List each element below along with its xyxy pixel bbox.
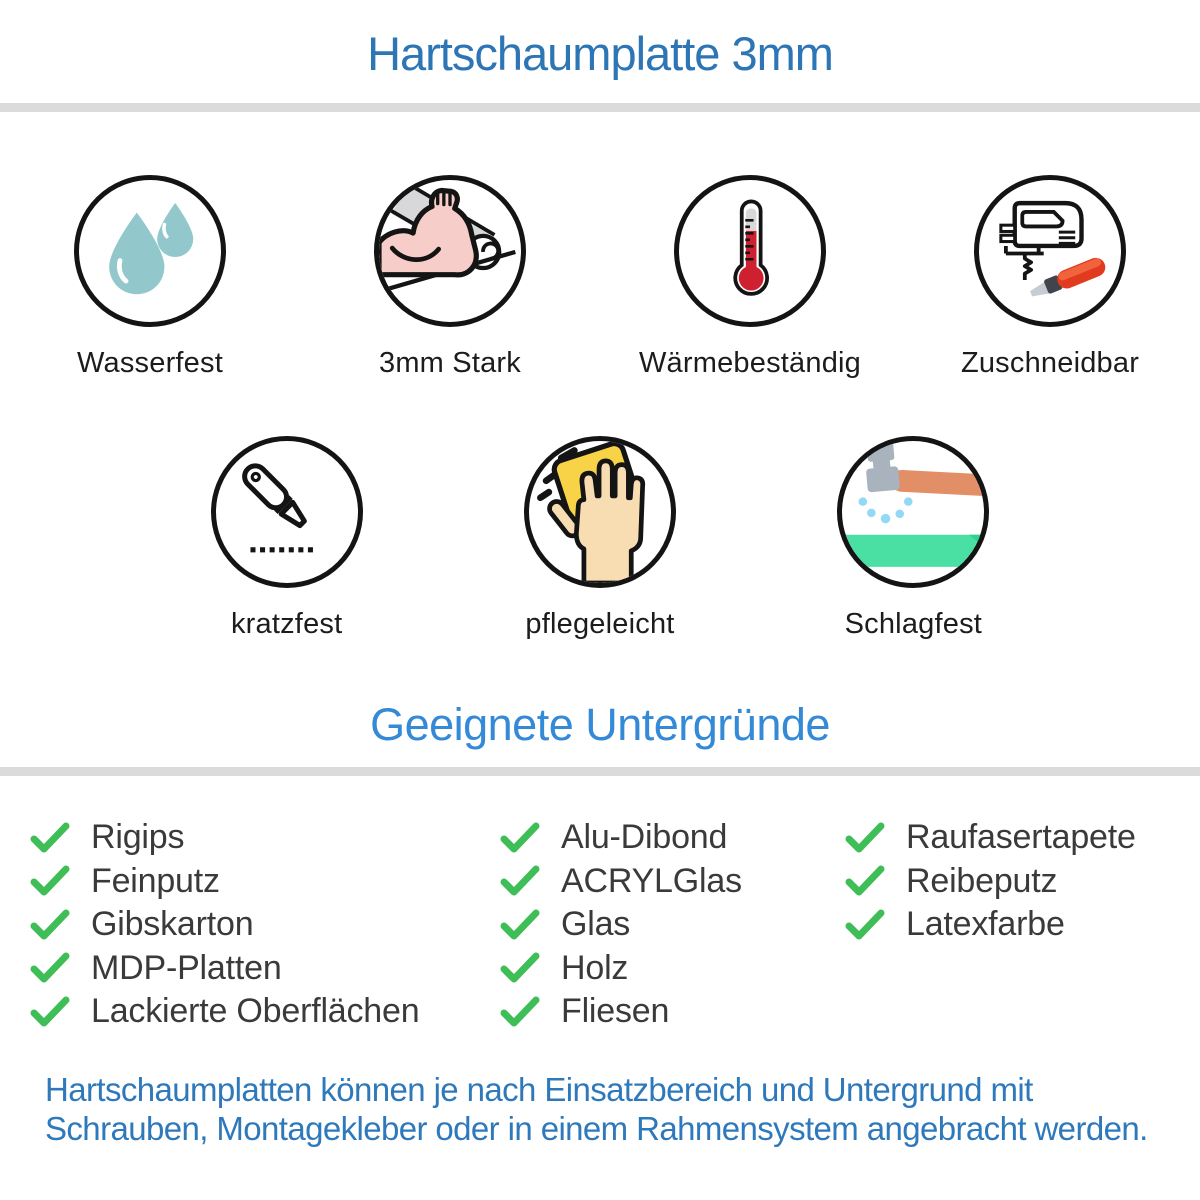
substrate-label: Reibeputz [906,861,1058,900]
jigsaw-icon [974,175,1126,327]
feature-schlagfest [757,436,1070,641]
feature-pflegeleicht [443,436,756,641]
feature-row-1 [0,175,1200,380]
list-item [500,860,845,904]
muscle-arm-icon [374,175,526,327]
feature-label: kratzfest [230,608,343,640]
check-icon [30,822,70,854]
check-icon [500,909,540,941]
page-title: Hartschaumplatte 3mm [367,27,833,80]
check-icon [845,865,885,897]
mounting-note [45,1070,1155,1148]
section-title-untergruende: Geeignete Untergründe [370,699,830,750]
feature-label: pflegeleicht [525,608,675,640]
feature-label: Wasserfest [77,347,223,379]
substrate-label: Lackierte Oberflächen [91,992,420,1031]
substrate-label: Feinputz [91,861,220,900]
feature-row-2 [130,436,1070,641]
substrates-list [0,816,1200,1034]
feature-label: Schlagfest [844,608,983,640]
list-item [500,903,845,947]
feature-label: Zuschneidbar [960,347,1140,379]
check-icon [30,952,70,984]
list-item [500,816,845,860]
cutter-knife-icon [211,436,363,588]
check-icon [500,952,540,984]
check-icon [845,909,885,941]
feature-label: Wärmebeständig [638,347,861,379]
substrate-label: Holz [561,948,629,987]
divider-mid [0,767,1200,776]
list-item [845,816,1185,860]
list-item [500,947,845,991]
feature-3mm-stark [300,175,600,380]
wiping-hand-icon [524,436,676,588]
check-icon [30,996,70,1028]
substrate-label: ACRYLGlas [561,861,742,900]
check-icon [30,909,70,941]
list-item [30,816,500,860]
check-icon [30,865,70,897]
substrates-column-3 [845,816,1185,1034]
list-item [30,947,500,991]
water-drops-icon [74,175,226,327]
hammer-icon [837,436,989,588]
list-item [30,860,500,904]
list-item [30,990,500,1034]
substrate-label: Latexfarbe [906,905,1065,944]
list-item [845,860,1185,904]
list-item [30,903,500,947]
check-icon [500,822,540,854]
mounting-note-line2: Schrauben, Montagekleber oder in einem Rahmensystem angebracht werden. [45,1109,1148,1147]
feature-waermebestaendig [600,175,900,380]
feature-wasserfest [0,175,300,380]
list-item [500,990,845,1034]
check-icon [500,865,540,897]
check-icon [500,996,540,1028]
feature-zuschneidbar [900,175,1200,380]
feature-label: 3mm Stark [379,347,521,379]
feature-kratzfest [130,436,443,641]
substrates-column-2 [500,816,845,1034]
list-item [845,903,1185,947]
substrates-column-1 [30,816,500,1034]
mounting-note-line1: Hartschaumplatten können je nach Einsatzbereich und Untergrund mit [45,1070,1033,1108]
substrate-label: Raufasertapete [906,818,1136,857]
divider-top [0,103,1200,112]
substrate-label: MDP-Platten [91,948,282,987]
check-icon [845,822,885,854]
substrate-label: Alu-Dibond [561,818,728,857]
substrate-label: Gibskarton [91,905,254,944]
substrate-label: Fliesen [561,992,670,1031]
substrate-label: Glas [561,905,631,944]
substrate-label: Rigips [91,818,185,857]
thermometer-icon [674,175,826,327]
